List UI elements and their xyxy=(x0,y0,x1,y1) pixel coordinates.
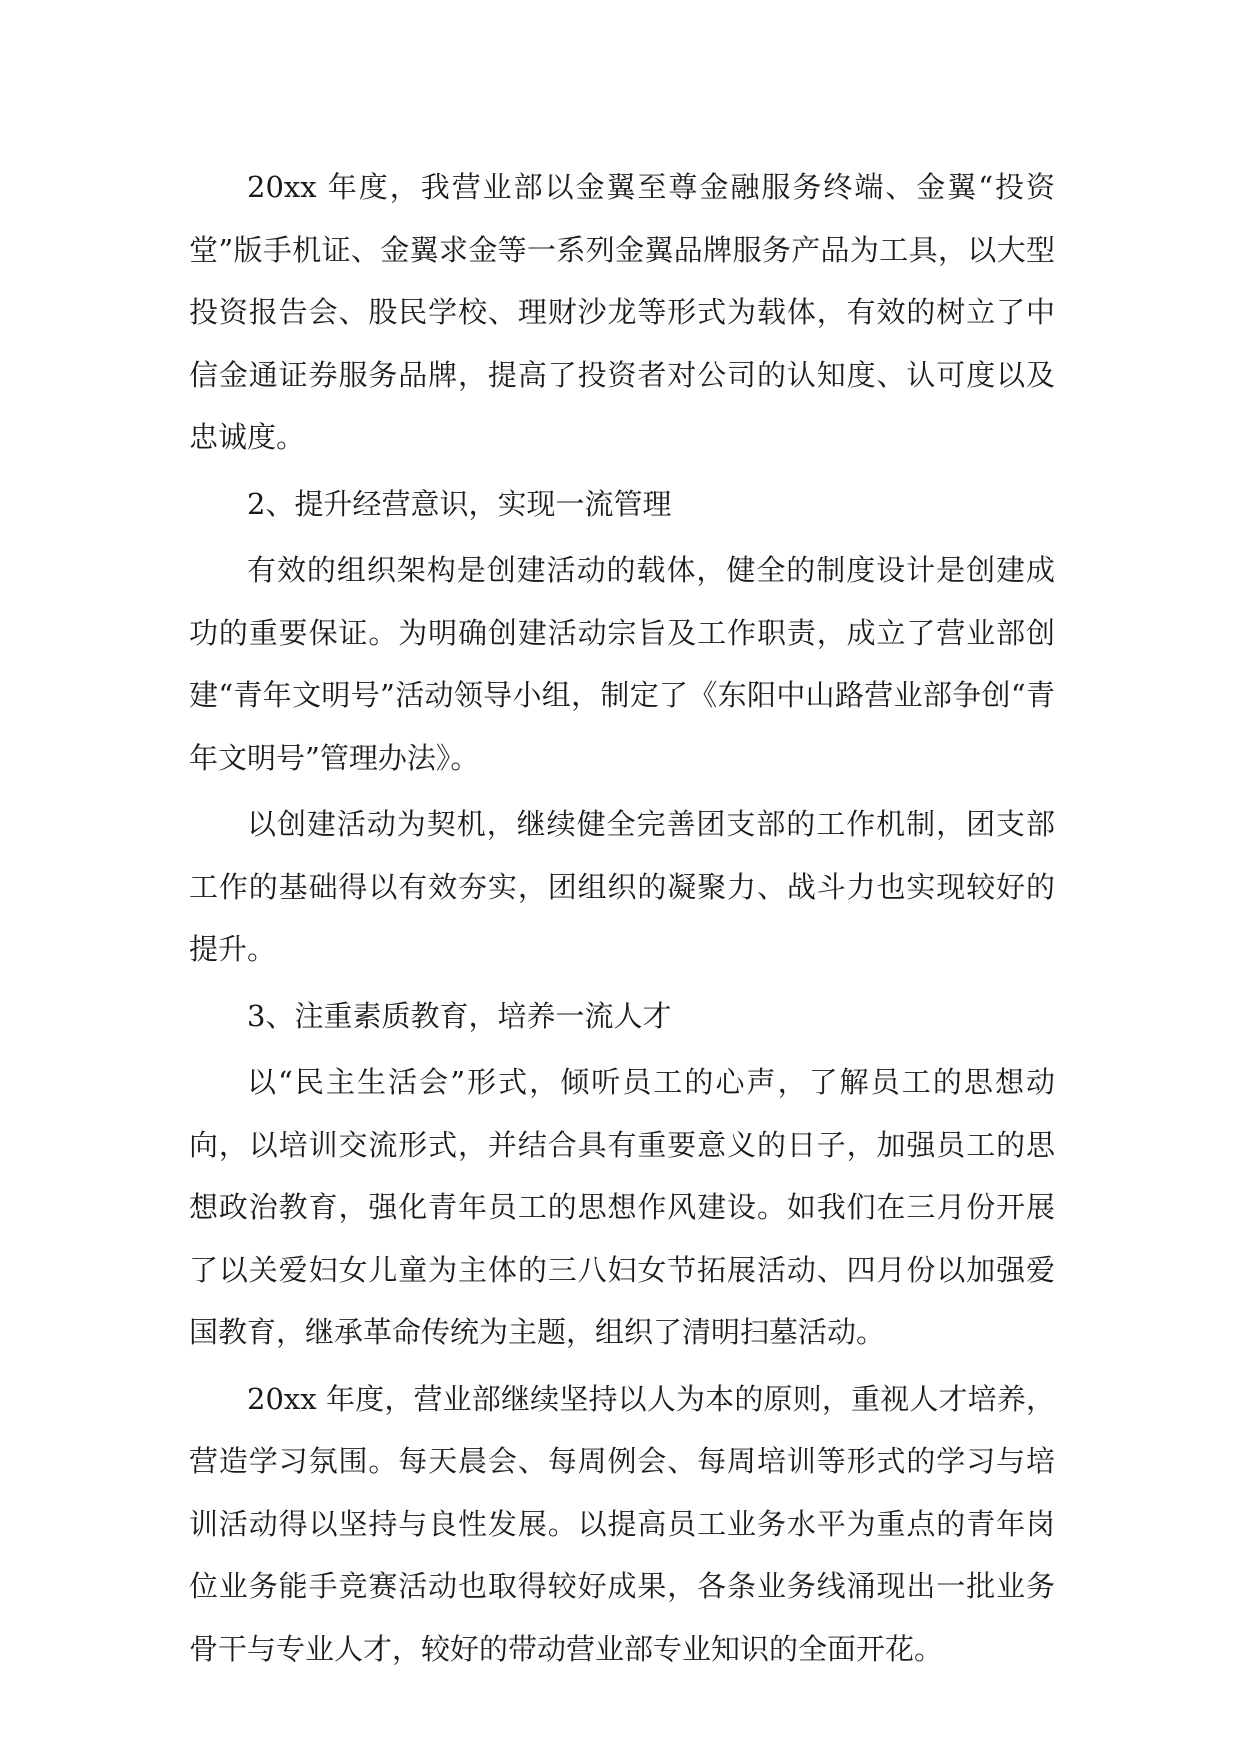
paragraph-organization: 有效的组织架构是创建活动的载体，健全的制度设计是创建成功的重要保证。为明确创建活动宗旨及工作职责，成立了营业部创建“青年文明号”活动领导小组，制定了《东阳中山路营业部争创“青年文明号”管理办法》。 xyxy=(189,553,1055,775)
section-heading-management: 2、提升经营意识，实现一流管理 xyxy=(247,486,672,521)
paragraph-training: 20xx 年度，营业部继续坚持以人为本的原则，重视人才培养，营造学习氛围。每天晨会、每周例会、每周培训等形式的学习与培训活动得以坚持与良性发展。以提高员工业务水平为重点的青年岗位业务能手竞赛活动也取得较好成果，各条业务线涌现出一批业务骨干与专业人才，较好的带动营业部专业知识的全面开花。 xyxy=(189,1381,1055,1666)
paragraph-education: 以“民主生活会”形式，倾听员工的心声，了解员工的思想动向，以培训交流形式，并结合具有重要意义的日子，加强员工的思想政治教育，强化青年员工的思想作风建设。如我们在三月份开展了以关爱妇女儿童为主体的三八妇女节拓展活动、四月份以加强爱国教育，继承革命传统为主题，组织了清明扫墓活动。 xyxy=(189,1065,1055,1349)
paragraph-youth-league: 以创建活动为契机，继续健全完善团支部的工作机制，团支部工作的基础得以有效夯实，团组织的凝聚力、战斗力也实现较好的提升。 xyxy=(189,807,1055,966)
paragraph-service-brand: 20xx 年度，我营业部以金翼至尊金融服务终端、金翼“投资堂”版手机证、金翼求金等一系列金翼品牌服务产品为工具，以大型投资报告会、股民学校、理财沙龙等形式为载体，有效的树立了中信金通证券服务品牌，提高了投资者对公司的认知度、认可度以及忠诚度。 xyxy=(189,170,1055,454)
document-body xyxy=(189,156,1055,1680)
section-heading-talent: 3、注重素质教育，培养一流人才 xyxy=(247,998,672,1033)
